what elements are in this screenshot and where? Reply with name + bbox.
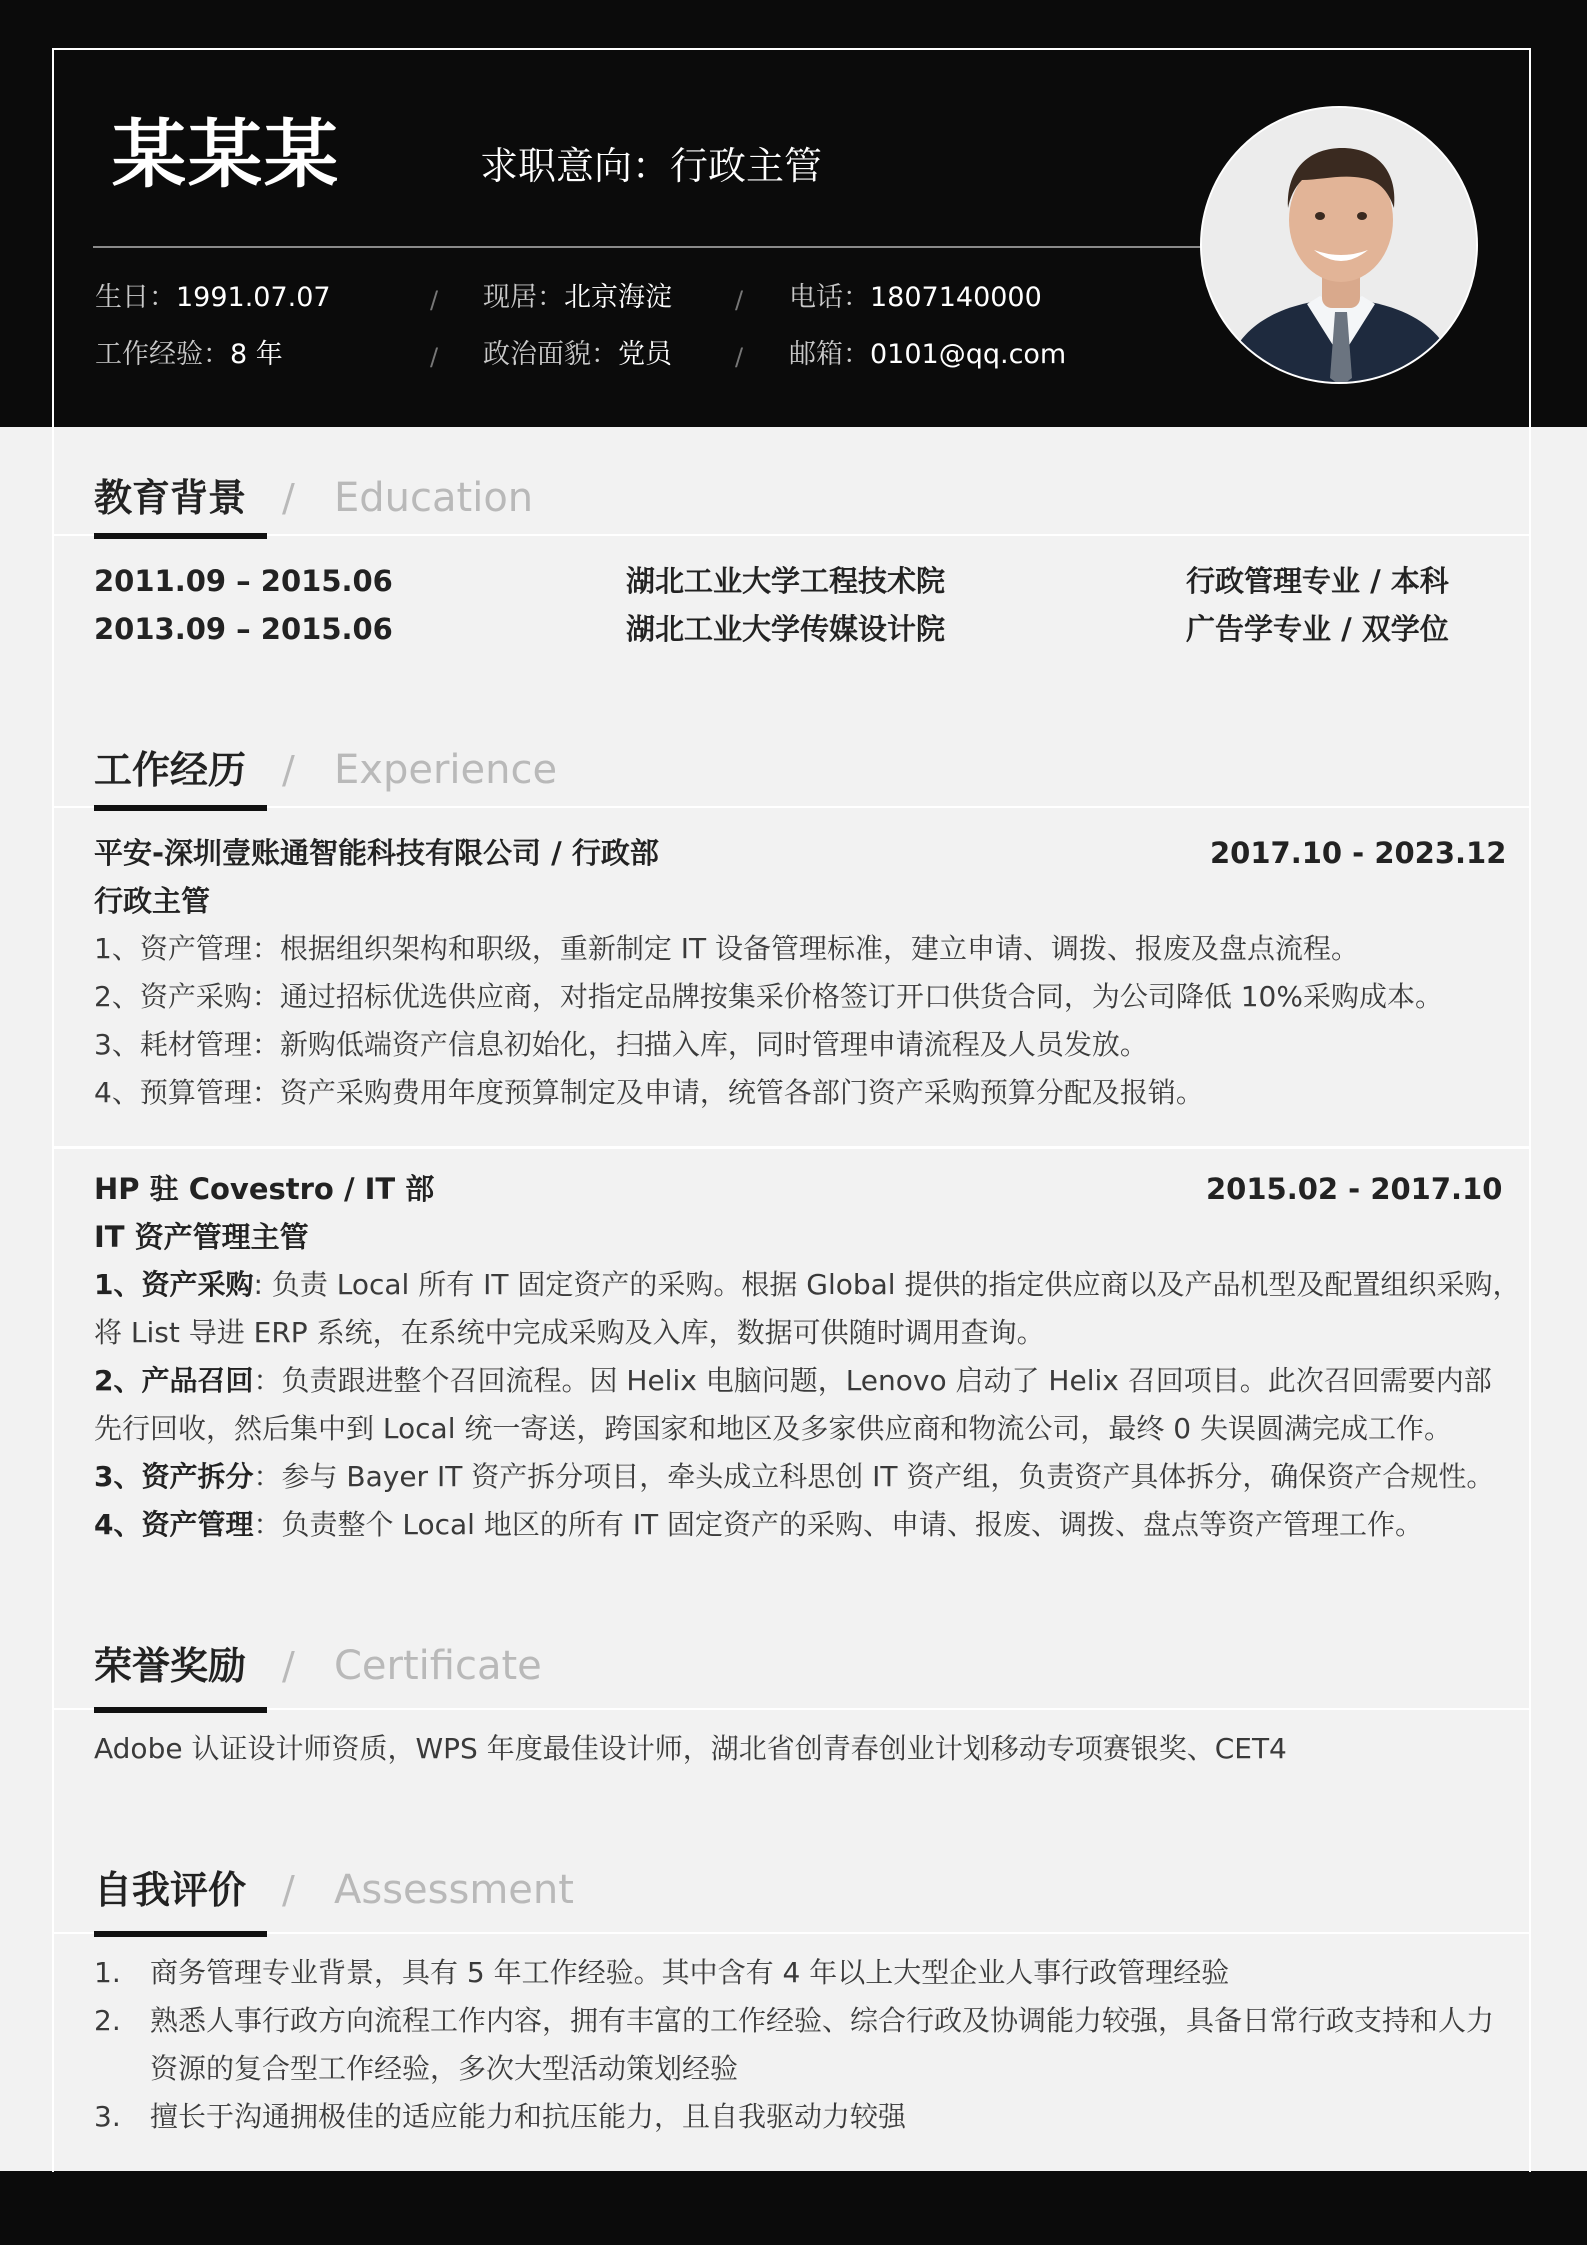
job-duty-line: 4、资产管理：负责整个 Local 地区的所有 IT 固定资产的采购、申请、报废、调拨、盘点等资产管理工作。 bbox=[94, 1508, 1424, 1541]
job-duty-line: 3、耗材管理：新购低端资产信息初始化，扫描入库，同时管理申请流程及人员发放。 bbox=[94, 1028, 1148, 1061]
political-info: 政治面貌：党员 bbox=[483, 339, 672, 370]
candidate-name: 某某某 bbox=[112, 112, 340, 198]
section-rule bbox=[54, 806, 1531, 808]
assessment-number: 2. bbox=[94, 2004, 121, 2037]
section-rule bbox=[54, 534, 1531, 536]
email-info: 邮箱：0101@qq.com bbox=[789, 339, 1067, 370]
job-intent-label: 求职意向： bbox=[480, 144, 671, 188]
assessment-text: 擅长于沟通拥极佳的适应能力和抗压能力，且自我驱动力较强 bbox=[150, 2100, 907, 2133]
education-major: 广告学专业 / 双学位 bbox=[1186, 612, 1449, 646]
job-duty-line: 1、资产采购: 负责 Local 所有 IT 固定资产的采购。根据 Global 提供的指定供应商以及产品机型及配置组织采购， bbox=[94, 1268, 1521, 1301]
job-duty-line: 2、产品召回：负责跟进整个召回流程。因 Helix 电脑问题，Lenovo 启动了 Helix 召回项目。此次召回需要内部 bbox=[94, 1364, 1492, 1397]
info-separator: / bbox=[430, 286, 439, 314]
experience-info: 工作经验：8 年 bbox=[95, 339, 283, 370]
job-role: 行政主管 bbox=[94, 884, 211, 918]
education-school: 湖北工业大学工程技术院 bbox=[626, 564, 946, 598]
job-duty-line: 4、预算管理：资产采购费用年度预算制定及申请，统管各部门资产采购预算分配及报销。 bbox=[94, 1076, 1204, 1109]
footer-band bbox=[0, 2171, 1587, 2245]
section-underline bbox=[94, 805, 267, 811]
job-divider bbox=[54, 1146, 1531, 1149]
info-separator: / bbox=[735, 286, 744, 314]
job-intent-value: 行政主管 bbox=[670, 144, 823, 188]
job-company: HP 驻 Covestro / IT 部 bbox=[94, 1172, 435, 1206]
assessment-text: 商务管理专业背景，具有 5 年工作经验。其中含有 4 年以上大型企业人事行政管理经验 bbox=[150, 1956, 1230, 1989]
assessment-text: 资源的复合型工作经验，多次大型活动策划经验 bbox=[150, 2052, 739, 2085]
certificate-text: Adobe 认证设计师资质，WPS 年度最佳设计师，湖北省创青春创业计划移动专项赛银奖、CET4 bbox=[94, 1732, 1287, 1765]
info-separator: / bbox=[735, 343, 744, 371]
header-divider bbox=[93, 246, 1203, 248]
job-period: 2015.02 - 2017.10 bbox=[1206, 1172, 1503, 1206]
portrait-icon bbox=[1202, 108, 1478, 384]
section-underline bbox=[94, 1707, 267, 1713]
education-major: 行政管理专业 / 本科 bbox=[1186, 564, 1449, 598]
education-period: 2013.09 – 2015.06 bbox=[94, 612, 393, 646]
phone-info: 电话：1807140000 bbox=[789, 282, 1042, 313]
education-period: 2011.09 – 2015.06 bbox=[94, 564, 393, 598]
job-duty-line: 1、资产管理：根据组织架构和职级，重新制定 IT 设备管理标准，建立申请、调拨、报废及盘点流程。 bbox=[94, 932, 1359, 965]
avatar bbox=[1200, 106, 1478, 384]
birthday-info: 生日：1991.07.07 bbox=[95, 282, 331, 313]
section-rule bbox=[54, 1932, 1531, 1934]
education-school: 湖北工业大学传媒设计院 bbox=[626, 612, 946, 646]
job-period: 2017.10 - 2023.12 bbox=[1210, 836, 1507, 870]
assessment-number: 1. bbox=[94, 1956, 121, 1989]
assessment-text: 熟悉人事行政方向流程工作内容，拥有丰富的工作经验、综合行政及协调能力较强，具备日常行政支持和人力 bbox=[150, 2004, 1495, 2037]
job-company: 平安-深圳壹账通智能科技有限公司 / 行政部 bbox=[94, 836, 659, 870]
info-separator: / bbox=[430, 343, 439, 371]
section-underline bbox=[94, 533, 267, 539]
job-duty-line: 2、资产采购：通过招标优选供应商，对指定品牌按集采价格签订开口供货合同，为公司降低 10%采购成本。 bbox=[94, 980, 1443, 1013]
job-duty-line: 将 List 导进 ERP 系统，在系统中完成采购及入库，数据可供随时调用查询。 bbox=[94, 1316, 1045, 1349]
job-duty-line: 先行回收，然后集中到 Local 统一寄送，跨国家和地区及多家供应商和物流公司，最终 0 失误圆满完成工作。 bbox=[94, 1412, 1452, 1445]
residence-info: 现居：北京海淀 bbox=[483, 282, 672, 313]
section-rule bbox=[54, 1708, 1531, 1710]
assessment-number: 3. bbox=[94, 2100, 121, 2133]
job-intent bbox=[480, 138, 822, 194]
job-role: IT 资产管理主管 bbox=[94, 1220, 309, 1254]
section-underline bbox=[94, 1931, 267, 1937]
job-duty-line: 3、资产拆分：参与 Bayer IT 资产拆分项目，牵头成立科思创 IT 资产组，负责资产具体拆分，确保资产合规性。 bbox=[94, 1460, 1495, 1493]
resume-header bbox=[0, 0, 1587, 427]
